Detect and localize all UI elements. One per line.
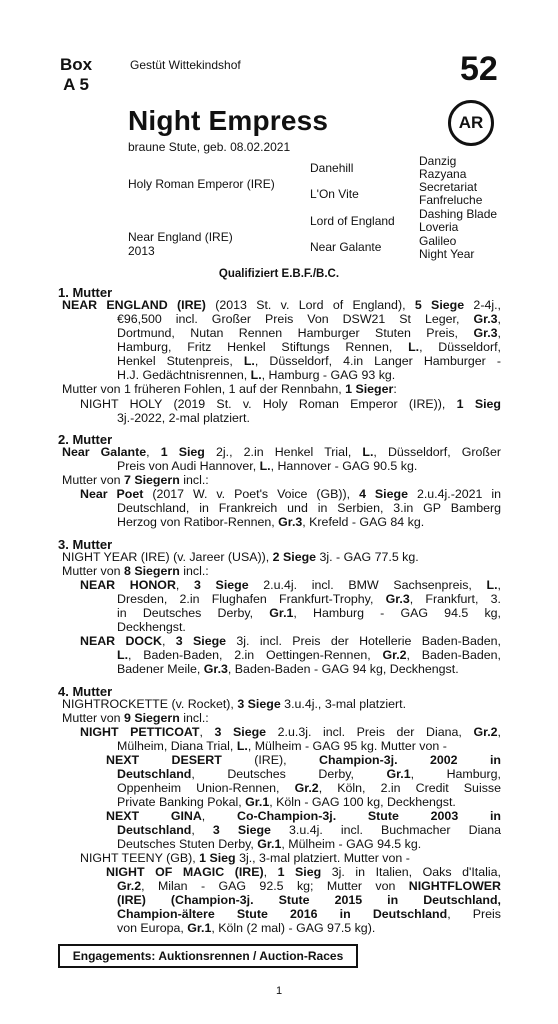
pedigree-g4: Fanfreluche [419, 193, 483, 207]
dam-produce-line: 3j.-2022, 2-mal platziert. [117, 411, 250, 425]
pedigree-g1: Danzig [419, 154, 457, 168]
third-dam-line: Deckhengst. [117, 620, 186, 634]
third-dam-line: NEAR HONOR, 3 Siege 2.u.4j. incl. BMW Sachsenpreis, L., [80, 578, 501, 592]
page-number: 1 [275, 985, 283, 997]
section-heading-second-dam: 2. Mutter [58, 432, 113, 447]
second-dam-line: Near Galante, 1 Sieg 2j., 2.in Henkel Trial, L., Düsseldorf, Großer [62, 445, 501, 459]
pedigree-sire-dam: L'On Vite [310, 187, 359, 201]
box-label: Box A 5 [59, 55, 93, 94]
second-dam-line: Deutschland, in Frankreich und in Serbien, 3.in GP Bamberg [117, 501, 501, 515]
second-dam-line: Herzog von Ratibor-Rennen, Gr.3, Krefeld - GAG 84 kg. [117, 515, 425, 529]
pedigree-sire-sire: Danehill [310, 161, 354, 175]
fourth-dam-line: (IRE) (Champion-3j. Stute 2015 in Deutschland, [117, 893, 501, 907]
second-dam-line: Near Poet (2017 W. v. Poet's Voice (GB)), 4 Siege 2.u.4j.-2021 in [80, 487, 501, 501]
horse-description: braune Stute, geb. 08.02.2021 [128, 140, 291, 154]
third-dam-line: L., Baden-Baden, 2.in Oettingen-Rennen, Gr.2, Baden-Baden, [117, 648, 501, 662]
dam-record-line: NEAR ENGLAND (IRE) (2013 St. v. Lord of England), 5 Siege 2-4j., [62, 298, 501, 312]
fourth-dam-line: NIGHT TEENY (GB), 1 Sieg 3j., 3-mal platziert. Mutter von - [80, 851, 410, 865]
fourth-dam-line: NIGHT OF MAGIC (IRE), 1 Sieg 3j. in Italien, Oaks d'Italia, [106, 865, 501, 879]
engagements-box: Engagements: Auktionsrennen / Auction-Races [58, 944, 358, 968]
fourth-dam-line: Deutschland, Deutsches Derby, Gr.1, Hamburg, [117, 767, 501, 781]
pedigree-dam: Near England (IRE) [128, 230, 233, 244]
dam-produce-line: Mutter von 1 früheren Fohlen, 1 auf der Rennbahn, 1 Sieger: [62, 382, 397, 396]
pedigree-g7: Galileo [419, 234, 457, 248]
fourth-dam-line: Gr.2, Milan - GAG 92.5 kg; Mutter von NIGHTFLOWER [117, 879, 501, 893]
horse-name: Night Empress [128, 105, 329, 136]
dam-record-line: Dortmund, Nutan Rennen Hamburger Stuten Preis, Gr.3, [117, 326, 501, 340]
pedigree-dam-sire: Lord of England [310, 214, 395, 228]
fourth-dam-line: NIGHTROCKETTE (v. Rocket), 3 Siege 3.u.4j., 3-mal platziert. [62, 697, 407, 711]
section-heading-dam: 1. Mutter [58, 285, 113, 300]
fourth-dam-line: Private Banking Pokal, Gr.1, Köln - GAG 100 kg, Deckhengst. [117, 795, 456, 809]
fourth-dam-line: Deutsches Stuten Derby, Gr.1, Mülheim - GAG 94.5 kg. [117, 837, 422, 851]
third-dam-line: Dresden, 2.in Flughafen Frankfurt-Trophy, Gr.3, Frankfurt, 3. [117, 592, 501, 606]
dam-record-line: Henkel Stutenpreis, L., Düsseldorf, 4.in Langer Hamburger - [117, 354, 501, 368]
section-heading-fourth-dam: 4. Mutter [58, 684, 113, 699]
section-heading-third-dam: 3. Mutter [58, 537, 113, 552]
fourth-dam-line: NEXT DESERT (IRE), Champion-3j. 2002 in [106, 753, 501, 767]
lot-number: 52 [460, 50, 498, 88]
dam-produce-line: NIGHT HOLY (2019 St. v. Holy Roman Emperor (IRE)), 1 Sieg [80, 397, 501, 411]
fourth-dam-line: NIGHT PETTICOAT, 3 Siege 2.u.3j. incl. Preis der Diana, Gr.2, [80, 725, 501, 739]
stud-name: Gestüt Wittekindshof [130, 58, 241, 72]
second-dam-line: Preis von Audi Hannover, L., Hannover - GAG 90.5 kg. [117, 459, 418, 473]
third-dam-line: NIGHT YEAR (IRE) (v. Jareer (USA)), 2 Siege 3j. - GAG 77.5 kg. [62, 550, 419, 564]
third-dam-line: Badener Meile, Gr.3, Baden-Baden - GAG 94 kg, Deckhengst. [117, 662, 459, 676]
fourth-dam-line: Champion-ältere Stute 2016 in Deutschland, Preis [117, 907, 501, 921]
pedigree-g6: Loveria [419, 220, 459, 234]
auction-race-badge: AR [448, 100, 494, 146]
dam-record-line: H.J. Gedächtnisrennen, L., Hamburg - GAG 93 kg. [117, 368, 396, 382]
fourth-dam-line: Mülheim, Diana Trial, L., Mülheim - GAG 95 kg. Mutter von - [117, 739, 447, 753]
pedigree-dam-dam: Near Galante [310, 240, 382, 254]
fourth-dam-line: von Europa, Gr.1, Köln (2 mal) - GAG 97.5 kg). [117, 921, 376, 935]
pedigree-dam-year: 2013 [128, 244, 155, 258]
fourth-dam-line: Deutschland, 3 Siege 3.u.4j. incl. Buchmacher Diana [117, 823, 501, 837]
fourth-dam-line: NEXT GINA, Co-Champion-3j. Stute 2003 in [106, 809, 501, 823]
third-dam-line: Mutter von 8 Siegern incl.: [62, 564, 209, 578]
dam-record-line: Hamburg, Fritz Henkel Stiftungs Rennen, L., Düsseldorf, [117, 340, 501, 354]
pedigree-g3: Secretariat [419, 180, 478, 194]
qualification-note: Qualifiziert E.B.F./B.C. [218, 268, 340, 280]
fourth-dam-line: Oppenheim Union-Rennen, Gr.2, Köln, 2.in Credit Suisse [117, 781, 501, 795]
pedigree-g5: Dashing Blade [419, 207, 498, 221]
pedigree-g8: Night Year [419, 247, 475, 261]
dam-record-line: €96,500 incl. Großer Preis Von DSW21 St Leger, Gr.3, [117, 312, 501, 326]
fourth-dam-line: Mutter von 9 Siegern incl.: [62, 711, 209, 725]
pedigree-sire: Holy Roman Emperor (IRE) [128, 177, 275, 191]
third-dam-line: in Deutsches Derby, Gr.1, Hamburg - GAG 94.5 kg, [117, 606, 501, 620]
third-dam-line: NEAR DOCK, 3 Siege 3j. incl. Preis der Hotellerie Baden-Baden, [80, 634, 501, 648]
second-dam-line: Mutter von 7 Siegern incl.: [62, 473, 209, 487]
pedigree-g2: Razyana [419, 167, 467, 181]
